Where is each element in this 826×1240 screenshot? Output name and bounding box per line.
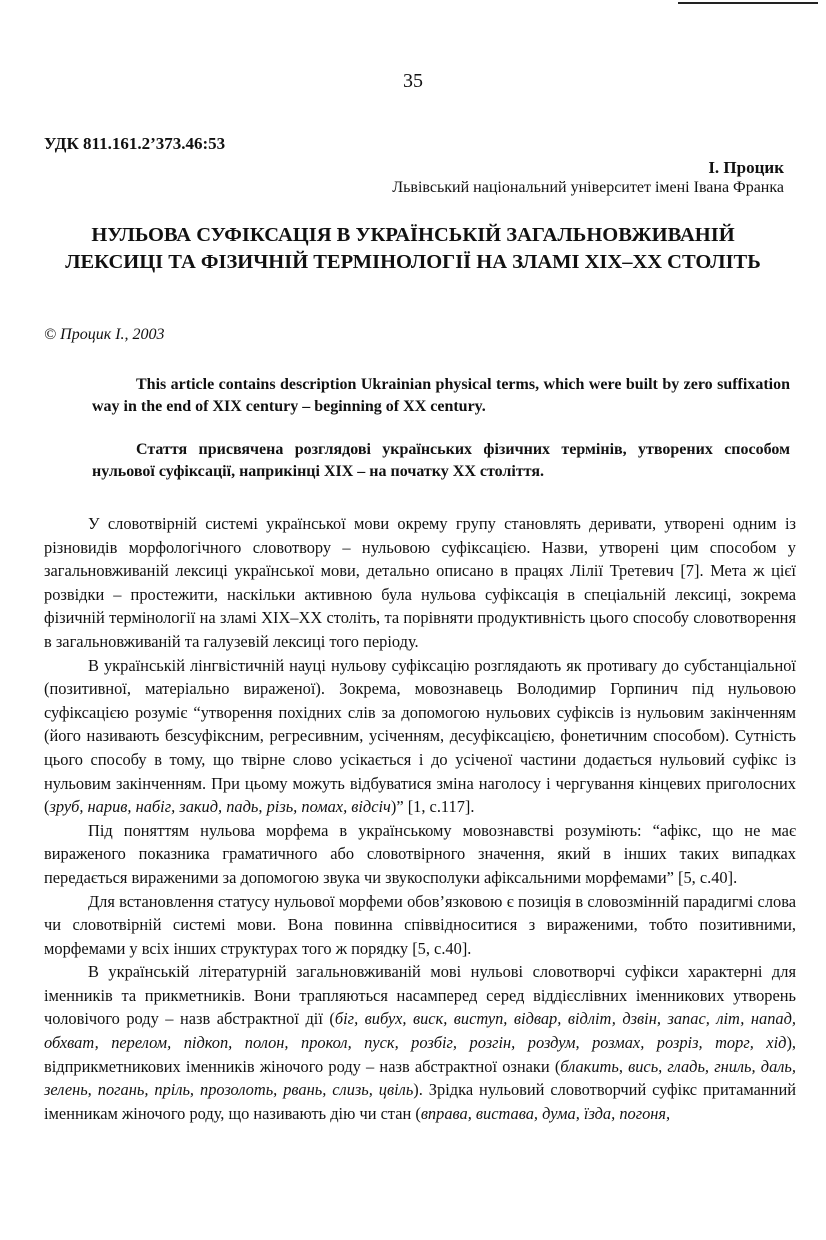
page-number: 35 [403,70,423,92]
paragraph-5-examples-2: блакить, вись, гладь, гниль, даль, зелень, погань, пріль, прозолоть, рвань, слизь, цвіль [44,1056,796,1100]
abstract-ukrainian [92,439,790,483]
paragraph-2-text-b: )” [1, с.117]. [390,797,475,817]
copyright-line: © Процик І., 2003 [44,326,165,343]
paragraph-5-examples-1: біг, вибух, виск, виступ, відвар, відліт, дзвін, запас, літ, напад, обхват, перелом, підкоп, полон, прокол, пуск, розбіг, розгін, роздум, розмах, розріз, торг, хід [44,1009,796,1053]
paragraph-5-text-b: ), відприкметникових іменників жіночого роду – назв абстрактної ознаки ( [44,1033,796,1076]
paragraph-5-text-a: В українській літературній загальновживаній мові нульові словотворчі суфікси характерні для іменників та прикметників. Вони трапляються насамперед серед віддієслівних іменникових утворень чоловічого роду – назв абстрактної дії ( [44,962,796,1029]
article-body [44,512,796,1125]
article-title: НУЛЬОВА СУФІКСАЦІЯ В УКРАЇНСЬКІЙ ЗАГАЛЬНОВЖИВАНІЙ ЛЕКСИЦІ ТА ФІЗИЧНІЙ ТЕРМІНОЛОГІЇ НА ЗЛАМІ XIX–XX СТОЛІТЬ [65,224,761,273]
corner-rule [678,2,818,4]
paragraph-5 [44,960,796,1125]
abstract-english-text: This article contains description Ukrainian physical terms, which were built by zero suffixation way in the end of XIX century – beginning of XX century. [92,376,790,415]
abstract-ukrainian-text: Стаття присвячена розглядові українських фізичних термінів, утворених способом нульової суфіксації, наприкінці XIX – на початку XX століття. [92,441,790,480]
paragraph-1: У словотвірній системі української мови окрему групу становлять деривати, утворені одним із різновидів морфологічного словотвору – нульовою суфіксацією. Назви, утворені цим способом у загальновживаній лексиці української мови, детально описано в працях Лілії Третевич [7]. Мета ж цієї розвідки – простежити, наскільки активною була нульова суфіксація в спеціальній лексиці, зокрема фізичній термінології на зламі XIX–XX століть, та порівняти продуктивність цього способу словотворення в загальновживаній та галузевій лексиці того періоду. [44,514,796,651]
paragraph-2 [44,654,796,819]
paragraph-5-text-c: ). Зрідка нульовий словотворчий суфікс притаманний іменникам жіночого роду, що називають дію чи стан ( [44,1080,796,1123]
paragraph-5-examples-3: вправа, вистава, дума, їзда, погоня, [420,1103,671,1123]
paragraph-3: Під поняттям нульова морфема в українському мовознавстві розуміють: “афікс, що не має вираженого показника граматичного або словотвірного значення, який в інших таких випадках передається вираженими за допомогою звука чи звукосполуки афіксальними морфемами” [5, с.40]. [44,820,796,887]
udk-code: УДК 811.161.2’373.46:53 [44,134,226,153]
paragraph-4: Для встановлення статусу нульової морфеми обов’язковою є позиція в словозмінній парадигмі слова чи словотвірній системі мови. Вона повинна співвідноситися з вираженими, тобто позитивними, морфемами у всіх інших структурах того ж порядку [5, с.40]. [44,891,796,958]
abstract-english [92,374,790,418]
author-name: І. Процик [708,158,784,177]
paragraph-2-examples: зруб, нарив, набіг, закид, падь, різь, помах, відсіч [49,797,391,817]
paragraph-2-text-a: В українській лінгвістичній науці нульову суфіксацію розглядають як противагу до субстанціальної (позитивної, матеріально вираженої). Зокрема, мовознавець Володимир Горпинич під нульовою суфіксацією розуміє “утворення похідних слів за допомогою нульових суфіксів із нульовим закінченням (його називають безсуфіксним, регресивним, усіченням, десуфіксацією, фонетичним способом). Сутність цього способу в тому, що твірне слово усікається і до усіченої частини додається нульовий суфікс із нульовим закінченням. При цьому можуть відбуватися зміна наголосу і чергування кінцевих приголосних ( [44,655,796,817]
author-affiliation: Львівський національний університет імені Івана Франка [392,179,784,196]
